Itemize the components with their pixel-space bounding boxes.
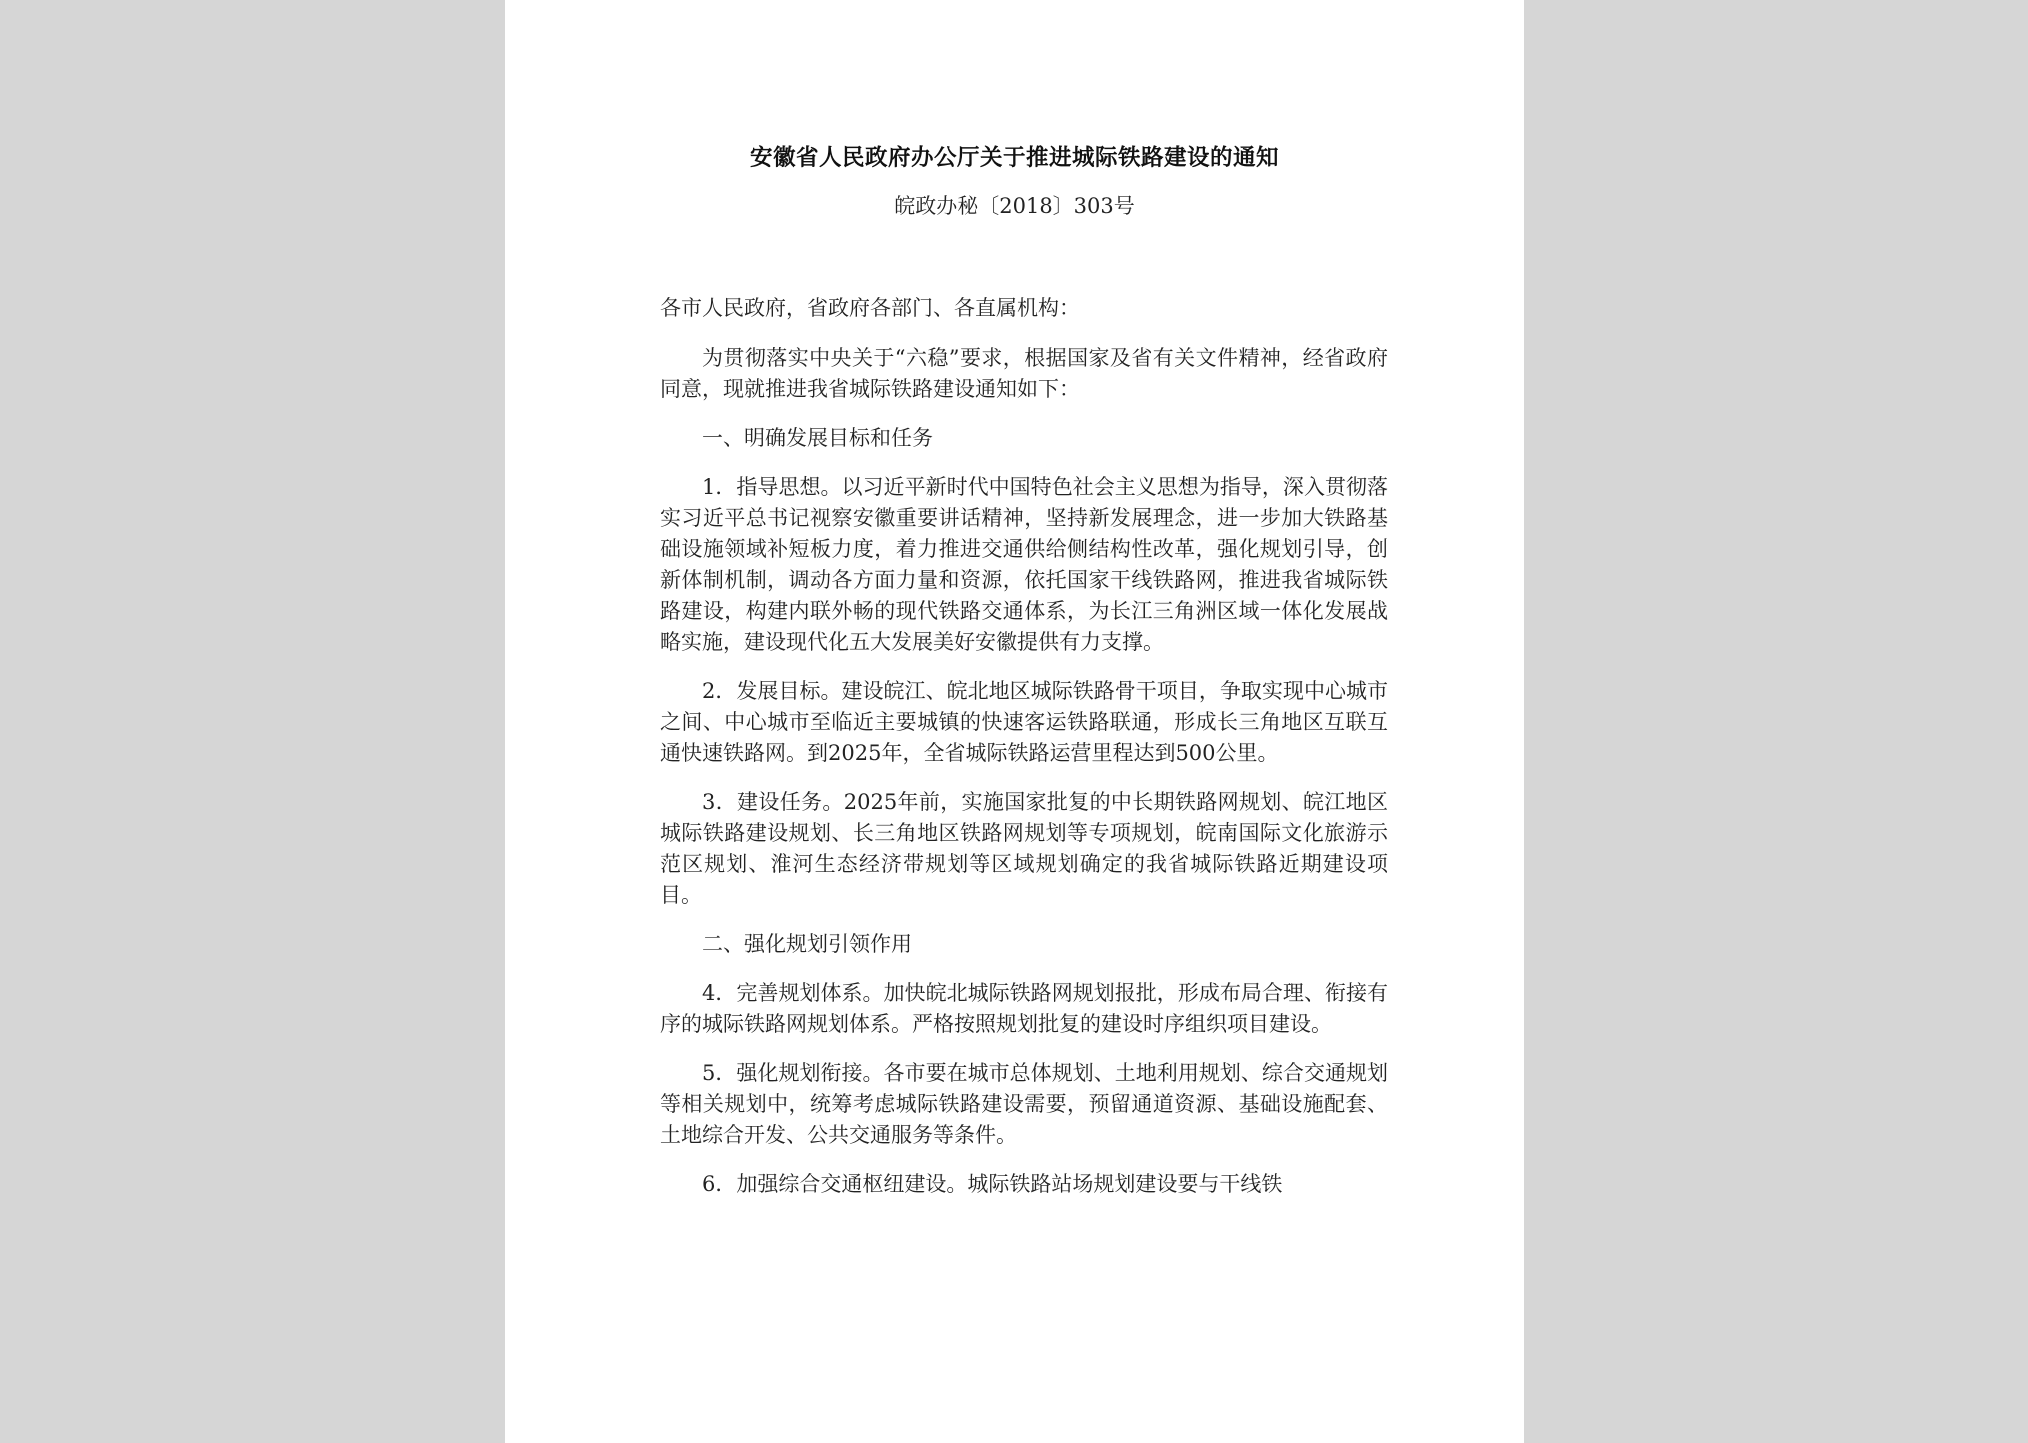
paragraph-item-4: 4．完善规划体系。加快皖北城际铁路网规划报批，形成布局合理、衔接有序的城际铁路网规划体系。严格按照规划批复的建设时序组织项目建设。: [660, 981, 1388, 1036]
document-body: [660, 293, 1388, 1200]
paragraph-item-2: 2．发展目标。建设皖江、皖北地区城际铁路骨干项目，争取实现中心城市之间、中心城市至临近主要城镇的快速客运铁路联通，形成长三角地区互联互通快速铁路网。到2025年，全省城际铁路运营里程达到500公里。: [660, 679, 1388, 765]
document-page: [505, 0, 1524, 1443]
paragraph-item-6: 6．加强综合交通枢纽建设。城际铁路站场规划建设要与干线铁: [702, 1172, 1283, 1196]
paragraph-item-1: 1．指导思想。以习近平新时代中国特色社会主义思想为指导，深入贯彻落实习近平总书记视察安徽重要讲话精神，坚持新发展理念，进一步加大铁路基础设施领域补短板力度，着力推进交通供给侧结构性改革，强化规划引导，创新体制机制，调动各方面力量和资源，依托国家干线铁路网，推进我省城际铁路建设，构建内联外畅的现代铁路交通体系，为长江三角洲区域一体化发展战略实施，建设现代化五大发展美好安徽提供有力支撑。: [660, 475, 1388, 654]
intro-paragraph: 为贯彻落实中央关于“六稳”要求，根据国家及省有关文件精神，经省政府同意，现就推进我省城际铁路建设通知如下：: [660, 346, 1388, 401]
paragraph-item-5: 5．强化规划衔接。各市要在城市总体规划、土地利用规划、综合交通规划等相关规划中，统筹考虑城际铁路建设需要，预留通道资源、基础设施配套、土地综合开发、公共交通服务等条件。: [660, 1061, 1388, 1147]
salutation: 各市人民政府，省政府各部门、各直属机构：: [660, 296, 1080, 320]
document-number: 皖政办秘〔2018〕303号: [894, 194, 1135, 218]
section-heading-2: 二、强化规划引领作用: [702, 932, 912, 956]
document-title: 安徽省人民政府办公厅关于推进城际铁路建设的通知: [749, 145, 1279, 171]
section-heading-1: 一、明确发展目标和任务: [702, 426, 933, 450]
paragraph-item-3: 3．建设任务。2025年前，实施国家批复的中长期铁路网规划、皖江地区城际铁路建设规划、长三角地区铁路网规划等专项规划，皖南国际文化旅游示范区规划、淮河生态经济带规划等区域规划确定的我省城际铁路近期建设项目。: [660, 790, 1388, 907]
